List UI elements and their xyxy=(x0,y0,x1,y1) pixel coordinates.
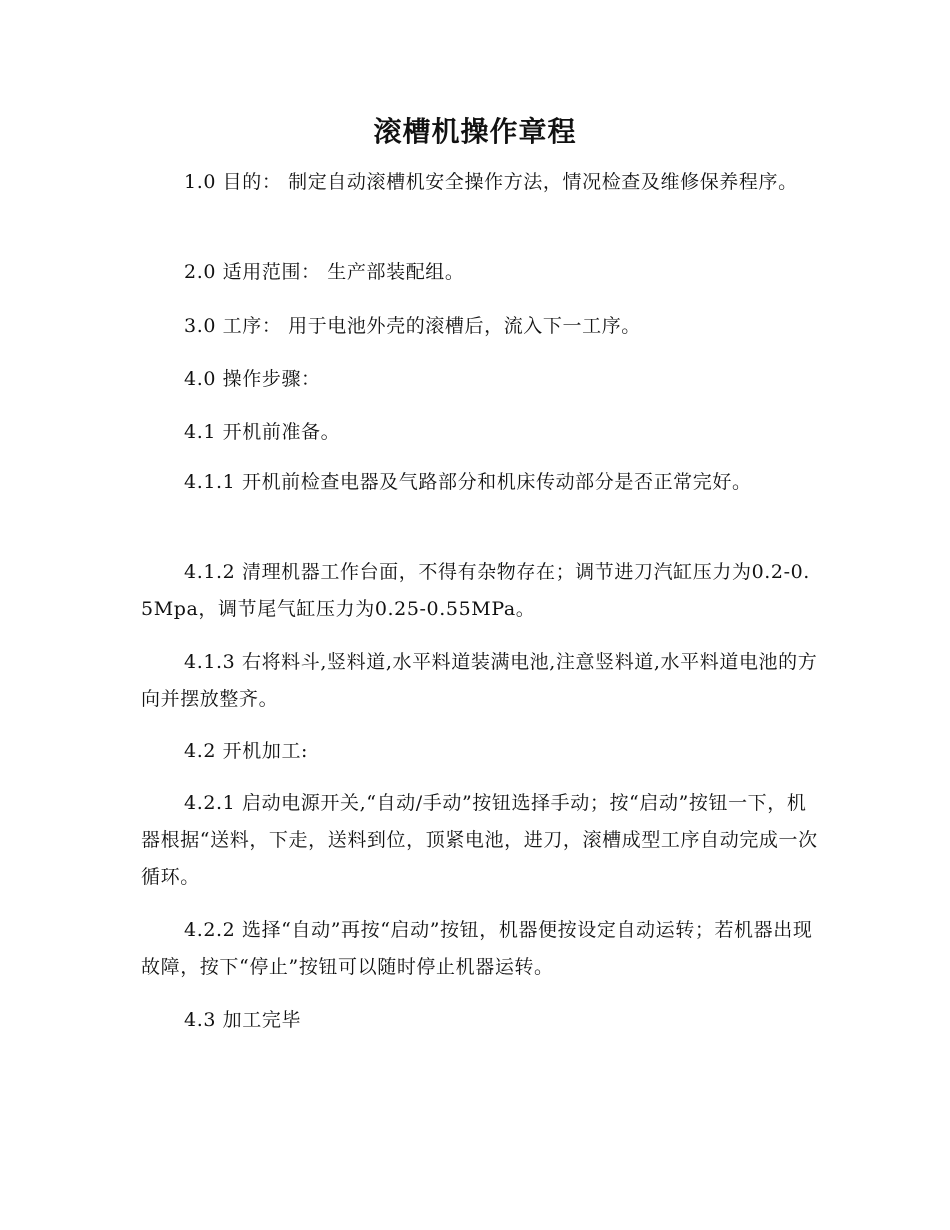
paragraph-purpose: 1.0 目的： 制定自动滚槽机安全操作方法，情况检查及维修保养程序。 xyxy=(184,171,798,193)
paragraph-operation-heading: 4.2 开机加工: xyxy=(184,740,309,762)
paragraph-scope: 2.0 适用范围： 生产部装配组。 xyxy=(184,261,465,283)
paragraph-step-4-2-2: 4.2.2 选择“自动”再按“启动”按钮，机器便按设定自动运转；若机器出现故障，按下“停止”按钮可以随时停止机器运转。 xyxy=(141,919,813,978)
document-title: 滚槽机操作章程 xyxy=(373,115,577,148)
paragraph-preparation-heading: 4.1 开机前准备。 xyxy=(184,421,341,443)
paragraph-step-4-1-1: 4.1.1 开机前检查电器及气路部分和机床传动部分是否正常完好。 xyxy=(184,471,752,493)
paragraph-step-4-2-1: 4.2.1 启动电源开关,“自动/手动”按钮选择手动；按“启动”按钮一下，机器根据“送料，下走，送料到位，顶紧电池，进刀，滚槽成型工序自动完成一次循环。 xyxy=(141,792,818,888)
paragraph-completion-heading: 4.3 加工完毕 xyxy=(184,1009,302,1031)
paragraph-steps-heading: 4.0 操作步骤： xyxy=(184,368,321,390)
paragraph-process: 3.0 工序： 用于电池外壳的滚槽后，流入下一工序。 xyxy=(184,315,641,337)
paragraph-step-4-1-3: 4.1.3 右将料斗,竖料道,水平料道装满电池,注意竖料道,水平料道电池的方向并摆放整齐。 xyxy=(141,651,818,710)
paragraph-step-4-1-2: 4.1.2 清理机器工作台面，不得有杂物存在；调节进刀汽缸压力为0.2-0.5Mpa，调节尾气缸压力为0.25-0.55MPa。 xyxy=(141,561,810,620)
